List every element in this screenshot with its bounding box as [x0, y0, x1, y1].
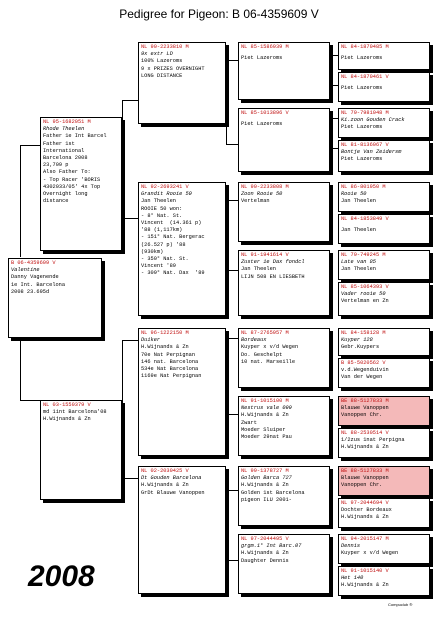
- pedigree-card-gen5-9[interactable]: [338, 328, 430, 356]
- info-line: 4302033/05' 4x Top: [43, 183, 101, 190]
- ring-number: NL 02-2030425 V: [141, 468, 189, 474]
- info-line: Golden 1st Barcelona: [241, 489, 305, 496]
- connector-line: [122, 100, 138, 101]
- ring-number: NL 95-1682051 M: [43, 119, 91, 125]
- ring-number: NL 85-1586939 M: [241, 44, 289, 50]
- pedigree-card-sire-sire-dam[interactable]: [238, 108, 330, 172]
- pedigree-card-gen5-1[interactable]: [338, 42, 430, 70]
- connector-line: [330, 118, 338, 119]
- info-line: Vincent (14.361 p): [141, 220, 202, 227]
- ring-number: NL 94-2015147 M: [341, 536, 389, 542]
- breeder: Jan Theelen: [241, 266, 276, 273]
- pigeon-name: Dt Gouden Barcelona: [141, 475, 202, 482]
- breeder: Piet Lazeroms: [341, 85, 383, 92]
- breeder: Kuyper x v/d Wegen: [341, 550, 399, 557]
- ring-number: NL 84-1853849 V: [341, 216, 389, 222]
- connector-line: [226, 490, 227, 560]
- pigeon-name: Rooie 50: [341, 191, 367, 198]
- pigeon-name: Late van 85: [341, 259, 376, 266]
- pedigree-card-dam-dam[interactable]: [138, 466, 226, 594]
- info-line: Barcelona 2008: [43, 155, 88, 162]
- info-line: pigeon ILU 2001-: [241, 496, 292, 503]
- ring-number: NL 84-1870485 M: [341, 44, 389, 50]
- pedigree-card-sire-sire-sire[interactable]: [238, 42, 330, 100]
- connector-line: [226, 200, 238, 201]
- ring-number: NL 97-2044495 V: [241, 536, 289, 542]
- info-line: - 350° Nat. St.: [141, 256, 189, 263]
- pigeon-name: Ki.zoon Gouden Crack: [341, 117, 405, 124]
- pigeon-name: Rhode Theelen: [43, 126, 85, 133]
- info-line: - 309° Nat. Dax '89: [141, 270, 205, 277]
- pigeon-name: Vader rooie 50: [341, 291, 386, 298]
- ring-number: NL 85-1013896 V: [241, 110, 289, 116]
- pedigree-card-sire-sire[interactable]: [138, 42, 226, 124]
- breeder: Van der Wegen: [341, 374, 383, 381]
- info-line: (930km): [141, 248, 164, 255]
- ring-number: NL 79-749245 M: [341, 252, 386, 258]
- ring-number: NL 84-1870461 V: [341, 74, 389, 80]
- breeder: Piet Lazeroms: [341, 124, 383, 131]
- pigeon-name: Blauwe Vanoppen: [341, 405, 389, 412]
- connector-line: [122, 478, 138, 479]
- ring-number: BE 88-5127833 M: [341, 468, 389, 474]
- breeder: H.Wijnands & Zn: [341, 582, 389, 589]
- pedigree-card-gen5-7[interactable]: [338, 250, 430, 280]
- info-line: 1e Int. Barcelona: [11, 281, 66, 288]
- pedigree-card-sire-dam-dam[interactable]: [238, 250, 330, 316]
- breeder: Piet Lazeroms: [241, 55, 283, 62]
- ring-number: NL 91-1015140 V: [341, 568, 389, 574]
- breeder: H.Wijnands & Zn: [341, 444, 389, 451]
- ring-number: B 06-4359609 V: [11, 260, 56, 266]
- info-line: 10 nat. Marseille: [241, 358, 296, 365]
- pedigree-card-gen5-13[interactable]: [338, 466, 430, 496]
- info-line: 1169e Nat Perpignan: [141, 373, 202, 380]
- breeder: Vanoppen Chr.: [341, 482, 383, 489]
- info-line: Also Father To:: [43, 169, 91, 176]
- connector-line: [226, 338, 238, 339]
- pigeon-name: Bontje Van Zeidersm: [341, 149, 402, 156]
- ring-number: NL 81-8136067 V: [341, 142, 389, 148]
- breeder: Jan Theelen: [141, 198, 176, 205]
- pedigree-card-dam[interactable]: [40, 400, 122, 500]
- breeder: H.Wijnands & Zn: [141, 344, 189, 351]
- ring-number: NL 88-2530514 V: [341, 430, 389, 436]
- connector-line: [330, 55, 331, 85]
- ring-number: NL 91-1015100 M: [241, 398, 289, 404]
- connector-line: [122, 340, 123, 478]
- pedigree-card-gen5-8[interactable]: [338, 282, 430, 316]
- info-line: Moeder 29nat Pau: [241, 434, 292, 441]
- breeder: H.Wijnands & Zn: [241, 412, 289, 419]
- breeder: 100% Lazeroms: [141, 58, 183, 65]
- breeder: Jan Theelen: [341, 198, 376, 205]
- pigeon-name: Golden Barca 727: [241, 475, 292, 482]
- connector-line: [20, 338, 21, 400]
- info-line: Moeder Sluiper: [241, 426, 286, 433]
- breeder: Vertelman en Zn: [341, 298, 389, 305]
- pigeon-name: Valentine: [11, 267, 40, 274]
- connector-line: [20, 145, 21, 257]
- breeder: Jan Theelen: [341, 266, 376, 273]
- pigeon-name: grgm.1° Int Barc.07: [241, 543, 302, 550]
- info-line: - 151° Nat. Bergerac: [141, 234, 205, 241]
- breeder: Vanoppen Chr.: [341, 412, 383, 419]
- breeder: H.Wijnands & Zn: [241, 482, 289, 489]
- pigeon-name: Duiker: [141, 337, 161, 344]
- year-label: 2008: [28, 560, 95, 593]
- connector-line: [20, 400, 40, 401]
- breeder: Piet Lazeroms: [341, 55, 383, 62]
- pedigree-card-sire-dam[interactable]: [138, 182, 226, 316]
- connector-line: [226, 490, 238, 491]
- connector-line: [226, 270, 238, 271]
- info-line: - Top Racer 'BORIS: [43, 176, 101, 183]
- info-line: Daughter Dennis: [241, 557, 289, 564]
- pigeon-name: Grandit Rooie 50: [141, 191, 192, 198]
- connector-line: [226, 144, 238, 145]
- info-line: Vincent '89: [141, 263, 176, 270]
- ring-number: NL 92-2693241 V: [141, 184, 189, 190]
- software-credit: Compuclub ®: [388, 602, 413, 607]
- page-title: Pedigree for Pigeon: B 06-4359609 V: [119, 7, 319, 21]
- info-line: (26.527 p) '88: [141, 241, 186, 248]
- pigeon-name: md 1int Barcelona'08: [43, 409, 107, 416]
- breeder: Gebr.Kuypers: [341, 344, 380, 351]
- pedigree-card-gen5-11[interactable]: [338, 396, 430, 426]
- connector-line: [226, 200, 227, 270]
- ring-number: NL 03-1550379 V: [43, 402, 91, 408]
- breeder: H.Wijnands & Zn: [141, 482, 189, 489]
- info-line: LONG DISTANCE: [141, 72, 183, 79]
- breeder: Father 1e Int Barcel: [43, 133, 107, 140]
- ring-number: NL 99-1378727 M: [241, 468, 289, 474]
- breeder: H.Wijnands & Zn: [43, 416, 91, 423]
- pigeon-name: Het 140: [341, 575, 364, 582]
- pedigree-card-dam-dam-dam[interactable]: [238, 534, 330, 594]
- pigeon-name: Bordeaux: [241, 337, 267, 344]
- pedigree-card-dam-sire[interactable]: [138, 328, 226, 456]
- pedigree-card-subject[interactable]: [8, 258, 102, 338]
- ring-number: NL 91-1941614 V: [241, 252, 289, 258]
- connector-line: [226, 560, 238, 561]
- ring-number: NL 87-2765957 M: [241, 330, 289, 336]
- pigeon-name: Zoon Rooie 50: [241, 191, 283, 198]
- connector-line: [226, 414, 238, 415]
- pedigree-card-sire-dam-sire[interactable]: [238, 182, 330, 242]
- ring-number: NL 86-801950 M: [341, 184, 386, 190]
- pigeon-name: v.d.Wegenduivin: [341, 367, 389, 374]
- pedigree-card-gen5-14[interactable]: [338, 498, 430, 528]
- connector-line: [330, 55, 338, 56]
- pedigree-card-dam-sire-dam[interactable]: [238, 396, 330, 456]
- ring-number: B 85-5020562 V: [341, 360, 386, 366]
- connector-line: [330, 148, 338, 149]
- pedigree-card-gen5-4[interactable]: [338, 140, 430, 172]
- info-line: GrDt Blauwe Vanoppen: [141, 489, 205, 496]
- pedigree-card-dam-dam-sire[interactable]: [238, 466, 330, 526]
- pedigree-card-gen5-15[interactable]: [338, 534, 430, 564]
- info-line: 534e Nat Barcelona: [141, 366, 199, 373]
- ring-number: NL 79-7981048 M: [341, 110, 389, 116]
- breeder: Jan Theelen: [341, 227, 376, 234]
- ring-number: NL 85-1064393 V: [341, 284, 389, 290]
- pedigree-card-gen5-10[interactable]: [338, 358, 430, 388]
- ring-number: NL 84-158128 M: [341, 330, 386, 336]
- connector-line: [20, 145, 40, 146]
- pigeon-name: 1/2zus 1nat Perpigna: [341, 437, 405, 444]
- pedigree-card-gen5-2[interactable]: [338, 72, 430, 102]
- connector-line: [122, 100, 123, 218]
- ring-number: NL 90-2233810 M: [141, 44, 189, 50]
- pedigree-card-gen5-3[interactable]: [338, 108, 430, 138]
- ring-number: NL 90-2233808 M: [241, 184, 289, 190]
- pedigree-card-gen5-6[interactable]: [338, 214, 430, 244]
- info-line: - 8° Nat. St.: [141, 212, 183, 219]
- info-line: Father 1st: [43, 140, 75, 147]
- pigeon-name: Nestrus vale 099: [241, 405, 292, 412]
- info-line: Zwart: [241, 419, 257, 426]
- connector-line: [226, 60, 238, 61]
- breeder: Vertelman: [241, 198, 270, 205]
- breeder: Kuyper x v/d Wegen: [241, 344, 299, 351]
- info-line: 70e Nat Perpignan: [141, 351, 196, 358]
- pedigree-card-gen5-5[interactable]: [338, 182, 430, 212]
- ring-number: NL 96-1222150 M: [141, 330, 189, 336]
- connector-line: [122, 218, 138, 219]
- info-line: Do. Geschelpt: [241, 351, 283, 358]
- info-line: ROOIE 50 won:: [141, 205, 183, 212]
- ring-number: BE 88-5127833 M: [341, 398, 389, 404]
- breeder: Piet Lazeroms: [241, 121, 283, 128]
- info-line: Overnight long: [43, 191, 88, 198]
- connector-line: [330, 85, 338, 86]
- pigeon-name: Dennis: [341, 543, 361, 550]
- connector-line: [226, 60, 227, 144]
- pigeon-name: Dochter Bordeaux: [341, 507, 392, 514]
- pedigree-card-dam-sire-sire[interactable]: [238, 328, 330, 388]
- breeder: Danny Vagenende: [11, 274, 59, 281]
- pigeon-name: Zuster 1e Dax fondcl: [241, 259, 305, 266]
- info-line: International: [43, 147, 85, 154]
- ring-number: NL 97-2044694 V: [341, 500, 389, 506]
- connector-line: [226, 338, 227, 414]
- info-line: 23,709 p: [43, 162, 69, 169]
- breeder: H.Wijnands & Zn: [341, 514, 389, 521]
- info-line: 9 x PRIZES OVERNIGHT: [141, 65, 205, 72]
- connector-line: [122, 340, 138, 341]
- pigeon-name: Kuyper 128: [341, 337, 373, 344]
- connector-line: [330, 118, 331, 148]
- pedigree-card-sire[interactable]: [40, 117, 122, 251]
- info-line: 146 nat. Barcelona: [141, 358, 199, 365]
- info-line: '88 (1,117km): [141, 227, 183, 234]
- info-line: 2008 23.695d: [11, 288, 50, 295]
- pedigree-card-gen5-12[interactable]: [338, 428, 430, 458]
- pigeon-name: 9x extr LD: [141, 51, 173, 58]
- info-line: distance: [43, 198, 69, 205]
- breeder: H.Wijnands & Zn: [241, 550, 289, 557]
- info-line: LIJN 508 EN LIESBETH: [241, 273, 305, 280]
- breeder: Piet Lazeroms: [341, 156, 383, 163]
- pedigree-card-gen5-16[interactable]: [338, 566, 430, 596]
- pigeon-name: Blauwe Vanoppen: [341, 475, 389, 482]
